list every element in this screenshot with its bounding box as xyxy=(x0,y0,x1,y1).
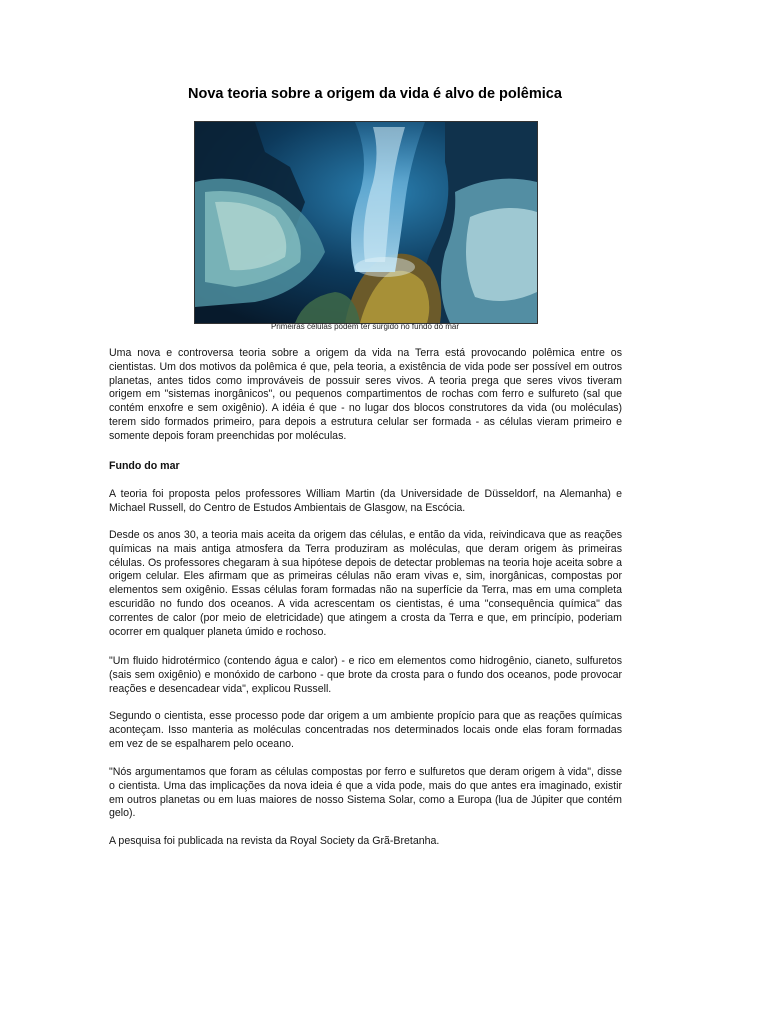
image-caption: Primeiras células podem ter surgido no fundo do mar xyxy=(270,322,460,331)
paragraph-intro: Uma nova e controversa teoria sobre a origem da vida na Terra está provocando polêmica entre os cientistas. Um dos motivos da polêmica é que, pela teoria, a existência de vida pode ser possível em outros planetas, antes tidos como improváveis de possuir seres vivos. A teoria prega que seres vivos tiveram origem em "sistemas inorgânicos", ou pequenos compartimentos de rochas com ferro e sulfureto (sal que contém enxofre e sem oxigênio). A idéia é que - no lugar dos blocos construtores da vida (ou moléculas) terem sido formados primeiro, para depois a estrutura celular ser formada - as células vieram primeiro e somente depois foram preenchidas por moléculas. xyxy=(109,347,622,442)
subheading: Fundo do mar xyxy=(109,460,180,472)
paragraph-quote-russell: "Um fluido hidrotérmico (contendo água e calor) - e rico em elementos como hidrogênio, cianeto, sulfuretos (sais sem oxigênio) e monóxido de carbono - que brote da crosta para o fundo dos oceanos, pode provocar reações e desencadear vida", explicou Russell. xyxy=(109,655,622,695)
paragraph-theory: Desde os anos 30, a teoria mais aceita da origem das células, e então da vida, reivindicava que as reações químicas na mais antiga atmosfera da Terra produziram as moléculas, que deram origem às primeiras células. Os professores chegaram à sua hipótese depois de detectar problemas na teoria hoje aceita sobre a origem celular. Eles afirmam que as primeiras células não eram vivas e, sim, inorgânicas, compostas por elementos sem oxigênio. Essas células foram formadas não na superfície da Terra, mas em uma completa escuridão no fundo dos oceanos. A vida acrescentam os cientistas, é uma "consequência química" das correntes de calor (por meio de eletricidade) que atingem a crosta da Terra e que, em princípio, poderiam ocorrer em qualquer planeta úmido e rochoso. xyxy=(109,529,622,638)
paragraph-environment: Segundo o cientista, esse processo pode dar origem a um ambiente propício para que as reações químicas aconteçam. Isso manteria as moléculas concentradas nos determinados locais onde elas foram formadas em vez de se espalharem pelo oceano. xyxy=(109,710,622,750)
paragraph-authors: A teoria foi proposta pelos professores William Martin (da Universidade de Düsseldorf, na Alemanha) e Michael Russell, do Centro de Estudos Ambientais de Glasgow, na Escócia. xyxy=(109,488,622,514)
paragraph-publication: A pesquisa foi publicada na revista da Royal Society da Grã-Bretanha. xyxy=(109,835,440,847)
paragraph-implications: "Nós argumentamos que foram as células compostas por ferro e sulfuretos que deram origem à vida", disse o cientista. Uma das implicações da nova ideia é que a vida pode, mais do que antes era imaginado, existir em outros planetas ou em luas maiores de nosso Sistema Solar, como a Europa (lua de Júpiter que contém gelo). xyxy=(109,766,622,820)
article-title: Nova teoria sobre a origem da vida é alvo de polêmica xyxy=(188,86,562,102)
hydrothermal-vent-image xyxy=(194,121,538,324)
